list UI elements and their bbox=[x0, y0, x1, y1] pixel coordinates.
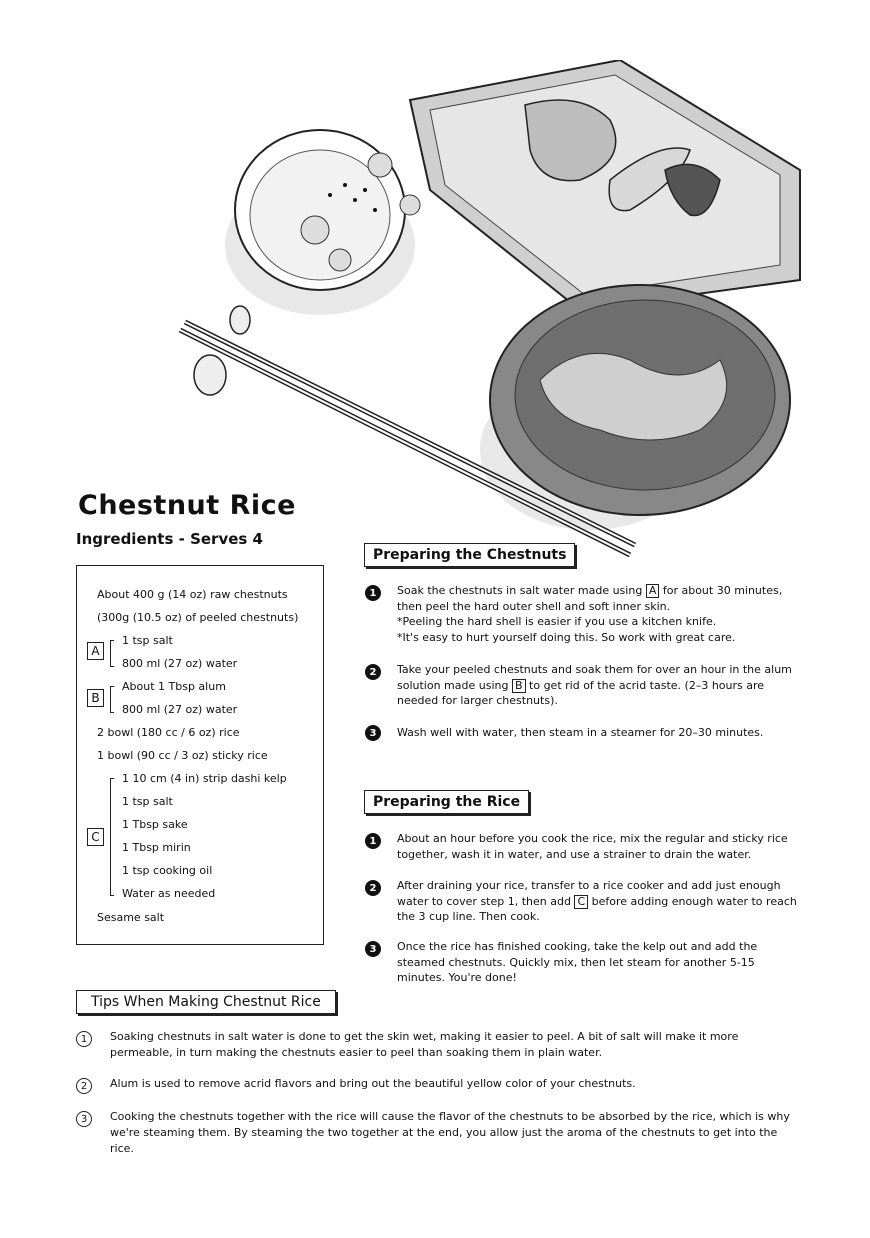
chestnut-step-1-post: for about 30 minutes, then peel the hard outer shell and soft inner skin. bbox=[397, 584, 783, 613]
chestnut-step-1 bbox=[397, 583, 797, 645]
ingredient-b-1: About 1 Tbsp alum bbox=[122, 680, 226, 693]
ingredient-sticky-rice: 1 bowl (90 cc / 3 oz) sticky rice bbox=[97, 749, 268, 762]
rice-step-2-pre: After draining your rice, transfer to a rice cooker and add just enough water to cover step 1, then add bbox=[397, 879, 781, 908]
ingredient-c-2: 1 tsp salt bbox=[122, 795, 173, 808]
tag-a: A bbox=[87, 642, 104, 660]
ingredients-subtitle: Ingredients - Serves 4 bbox=[76, 530, 263, 548]
recipe-title: Chestnut Rice bbox=[78, 490, 296, 521]
chestnut-step-2 bbox=[397, 662, 797, 709]
ingredients-box bbox=[76, 565, 324, 945]
bracket-b bbox=[110, 686, 114, 713]
rice-heading: Preparing the Rice bbox=[364, 790, 529, 814]
bracket-a bbox=[110, 640, 114, 667]
chestnut-step-1-number: 1 bbox=[365, 585, 381, 601]
rice-step-2 bbox=[397, 878, 797, 925]
tip-1: Soaking chestnuts in salt water is done to get the skin wet, making it easier to peel. A bit of salt will make it more permeable, in turn making the chestnuts easier to peel than soaking them in plain water. bbox=[110, 1030, 739, 1059]
chestnut-step-3: Wash well with water, then steam in a steamer for 20–30 minutes. bbox=[397, 726, 764, 739]
ingredient-peeled-chestnuts: (300g (10.5 oz) of peeled chestnuts) bbox=[97, 611, 299, 624]
ingredient-c-3: 1 Tbsp sake bbox=[122, 818, 188, 831]
ingredient-chestnuts: About 400 g (14 oz) raw chestnuts bbox=[97, 588, 288, 601]
rice-step-2-post: before adding enough water to reach the 3 cup line. Then cook. bbox=[397, 894, 797, 923]
chestnut-step-1-pre: Soak the chestnuts in salt water made using bbox=[397, 584, 643, 597]
chestnut-step-1-tag: A bbox=[646, 584, 660, 598]
bracket-c bbox=[110, 778, 114, 896]
tray bbox=[410, 60, 800, 310]
tip-2-number: 2 bbox=[76, 1078, 92, 1094]
rice-bowl bbox=[225, 130, 420, 315]
tag-b: B bbox=[87, 689, 104, 707]
tips-heading: Tips When Making Chestnut Rice bbox=[76, 990, 336, 1014]
chestnut-step-2-number: 2 bbox=[365, 664, 381, 680]
rice-step-1-number: 1 bbox=[365, 833, 381, 849]
ingredient-sesame-salt: Sesame salt bbox=[97, 911, 165, 924]
tip-3-number: 3 bbox=[76, 1111, 92, 1127]
rice-step-3: Once the rice has finished cooking, take the kelp out and add the steamed chestnuts. Quickly mix, then let steam for another 5-15 minutes. You're done! bbox=[397, 940, 758, 984]
tag-c: C bbox=[87, 828, 104, 846]
tip-2: Alum is used to remove acrid flavors and bring out the beautiful yellow color of your chestnuts. bbox=[110, 1077, 636, 1090]
ingredient-c-6: Water as needed bbox=[122, 887, 216, 900]
rice-step-2-number: 2 bbox=[365, 880, 381, 896]
chestnut-step-2-pre: Take your peeled chestnuts and soak them for over an hour in the alum solution made using bbox=[397, 663, 792, 692]
ingredient-a-2: 800 ml (27 oz) water bbox=[122, 657, 238, 670]
ingredient-a-1: 1 tsp salt bbox=[122, 634, 173, 647]
chestnut-step-3-number: 3 bbox=[365, 725, 381, 741]
rice-step-2-tag: C bbox=[574, 895, 588, 909]
chestnuts-heading: Preparing the Chestnuts bbox=[364, 543, 575, 567]
chestnut-step-1-note-2: *It's easy to hurt yourself doing this. So work with great care. bbox=[397, 630, 736, 644]
chestnut-step-1-note-1: *Peeling the hard shell is easier if you use a kitchen knife. bbox=[397, 615, 717, 628]
ingredient-c-4: 1 Tbsp mirin bbox=[122, 841, 191, 854]
ingredient-b-2: 800 ml (27 oz) water bbox=[122, 703, 238, 716]
rice-step-3-number: 3 bbox=[365, 941, 381, 957]
tip-1-number: 1 bbox=[76, 1031, 92, 1047]
meal-illustration bbox=[160, 60, 860, 560]
ingredient-c-1: 1 10 cm (4 in) strip dashi kelp bbox=[122, 772, 287, 785]
chestnut-step-2-post: to get rid of the acrid taste. (2–3 hours are needed for larger chestnuts). bbox=[397, 678, 765, 707]
chestnut-step-2-tag: B bbox=[512, 679, 526, 693]
ingredient-rice: 2 bowl (180 cc / 6 oz) rice bbox=[97, 726, 240, 739]
rice-step-1: About an hour before you cook the rice, mix the regular and sticky rice together, wash it in water, and use a strainer to drain the water. bbox=[397, 832, 788, 861]
tip-3: Cooking the chestnuts together with the rice will cause the flavor of the chestnuts to be absorbed by the rice, which is why we're steaming them. By steaming the two together at the end, you allow just the aroma of the chestnuts to get into the rice. bbox=[110, 1110, 790, 1155]
ingredient-c-5: 1 tsp cooking oil bbox=[122, 864, 213, 877]
